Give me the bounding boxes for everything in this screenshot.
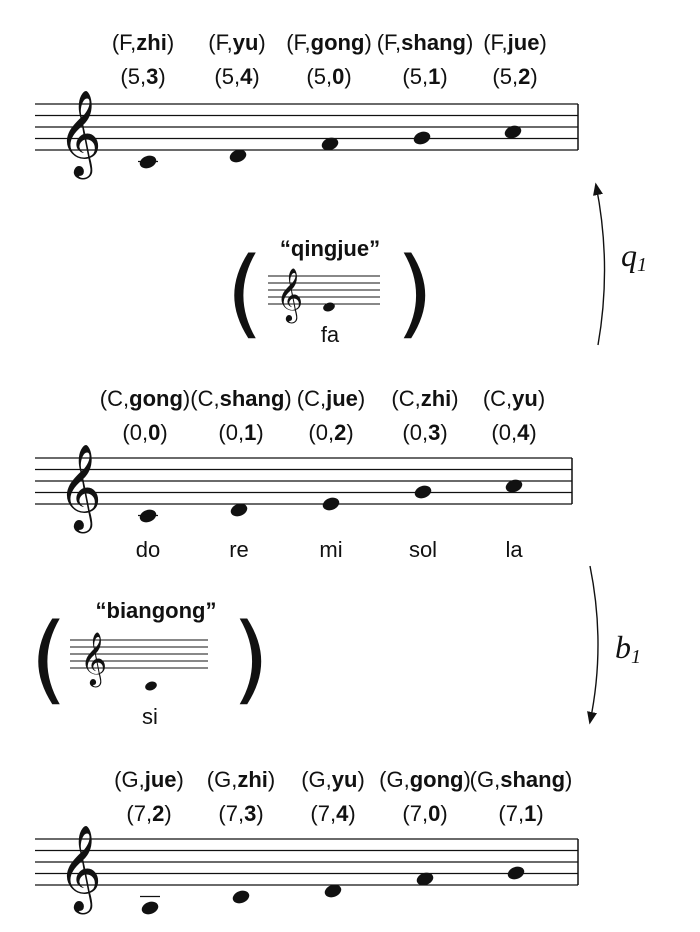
solfege-syllable: do [135,537,161,562]
left-parenthesis: ( [30,603,68,715]
treble-clef-icon: 𝄞 [80,631,108,685]
solfege-syllable: sol [408,537,438,562]
note-head-icon [144,680,158,692]
note-mode-label: (C,shang) [190,386,292,411]
note-mode-label: (F,gong) [286,30,372,55]
right-parenthesis: ) [396,237,434,349]
staff-c [35,386,572,562]
note-index-label: (7,0) [402,801,448,826]
note-index-label: (5,3) [120,64,166,89]
note-index-label: (0,1) [218,420,264,445]
note-mode-label: (G,jue) [114,767,184,792]
note-mode-label: (G,gong) [379,767,471,792]
curved-arrow-icon [590,566,598,722]
note-index-label: (7,1) [498,801,544,826]
note-mode-label: (G,zhi) [206,767,276,792]
staff-f [35,30,578,180]
note-index-label: (0,4) [491,420,537,445]
note-index-label: (7,3) [218,801,264,826]
curved-arrow-icon [596,185,605,345]
note-index-label: (5,0) [306,64,352,89]
note-mode-label: (C,yu) [482,386,546,411]
staff-g-lines [35,839,578,885]
note-head-icon [506,864,526,881]
note-index-label: (7,2) [126,801,172,826]
note-mode-label: (F,shang) [376,30,474,55]
treble-clef-icon: 𝄞 [276,267,304,321]
note-mode-label: (C,gong) [99,386,191,411]
transform-symbol: b1 [615,629,641,668]
note-head-icon [322,301,336,313]
solfege-syllable: re [229,537,249,562]
treble-clef-icon: 𝄞 [58,90,102,176]
insert-biangong [30,598,269,729]
staff-g-notes [140,864,526,916]
insert-syllable: fa [320,322,340,347]
transform-q1 [596,185,647,345]
staff-c-notes [138,477,524,524]
note-head-icon [140,899,160,916]
note-index-label: (5,4) [214,64,260,89]
mini-staff-qingjue [268,267,380,323]
transform-symbol: q1 [621,237,647,276]
mini-staff-biangong [70,631,208,692]
note-mode-label: (G,yu) [301,767,365,792]
note-head-icon [413,483,433,500]
solfege-syllable: la [505,537,523,562]
note-head-icon [321,495,341,512]
note-mode-label: (F,jue) [483,30,547,55]
note-index-label: (7,4) [310,801,356,826]
note-head-icon [412,129,432,146]
staff-f-labels [112,30,547,89]
staff-f-lines [35,104,578,150]
note-mode-label: (C,jue) [296,386,366,411]
note-index-label: (0,0) [122,420,168,445]
left-parenthesis: ( [226,237,264,349]
staff-c-lines [35,458,572,504]
note-index-label: (5,1) [402,64,448,89]
insert-qingjue [226,236,433,349]
note-mode-label: (G,shang) [469,767,573,792]
note-mode-label: (C,zhi) [391,386,459,411]
insert-title: “qingjue” [279,236,381,261]
note-index-label: (0,3) [402,420,448,445]
staff-g-labels [114,767,572,826]
treble-clef-icon: 𝄞 [58,825,102,911]
staff-c-labels [100,386,545,445]
staff-f-notes [138,123,523,170]
right-parenthesis: ) [232,603,270,715]
insert-title: “biangong” [95,598,217,623]
note-head-icon [231,888,251,905]
transform-b1 [590,566,641,722]
insert-syllable: si [142,704,158,729]
staff-c-syllables [136,537,524,562]
note-index-label: (0,2) [308,420,354,445]
note-mode-label: (F,zhi) [111,30,175,55]
note-index-label: (5,2) [492,64,538,89]
solfege-syllable: mi [319,537,343,562]
staff-g [35,767,578,917]
treble-clef-icon: 𝄞 [58,444,102,530]
note-mode-label: (F,yu) [208,30,266,55]
